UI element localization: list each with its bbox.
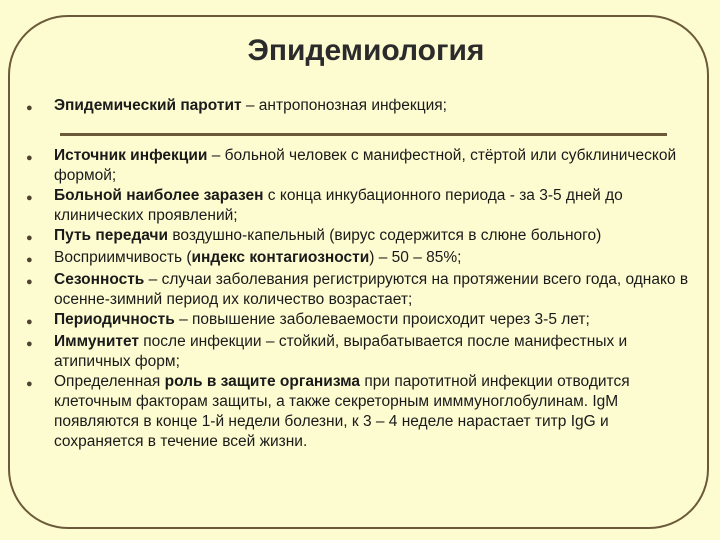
- list-item: [26, 146, 700, 186]
- list-item: [26, 186, 700, 226]
- item-plain-text: – случаи заболевания регистрируются на протяжении всего года, однако в осенне-зимний период их количество возрастает;: [54, 271, 689, 308]
- bullet-dot-icon: ●: [26, 192, 33, 204]
- item-bold-text: Периодичность: [54, 311, 175, 328]
- item-bold-text: Источник инфекции: [54, 147, 208, 164]
- bullet-dot-icon: ●: [26, 378, 33, 390]
- divider-line: [60, 133, 667, 136]
- intro-bold: Эпидемический паротит: [54, 97, 242, 114]
- item-plain-text: при паротитной инфекции отводится клеточным факторам защиты, а также секреторным имммуноглобулинам. IgM появляются в конце 1-й недели болезни, к 3 – 4 неделе нарастает титр IgG и сохраняется в течение всей жизни.: [54, 373, 630, 450]
- list-item: [26, 248, 700, 270]
- list-item-text: [54, 332, 700, 372]
- item-plain-text: – больной человек с манифестной, стёртой или субклинической формой;: [54, 147, 677, 184]
- list-item-text: [54, 186, 700, 226]
- bullet-dot-icon: ●: [26, 254, 33, 266]
- bullet-dot-icon: ●: [26, 102, 33, 114]
- bullet-dot-icon: ●: [26, 316, 33, 328]
- item-plain-text: Восприимчивость (: [54, 249, 192, 266]
- item-plain-text: с конца инкубационного периода - за 3-5 дней до клинических проявлений;: [54, 187, 623, 224]
- bullet-list: [26, 146, 700, 452]
- slide-title: Эпидемиология: [247, 34, 485, 67]
- item-plain-text: после инфекции – стойкий, вырабатывается после манифестных и атипичных форм;: [54, 333, 628, 370]
- list-item: [26, 270, 700, 310]
- bullet-dot-icon: ●: [26, 152, 33, 164]
- item-plain-text: Определенная: [54, 373, 165, 390]
- item-bold-text: индекс контагиозности: [191, 249, 370, 266]
- list-item-text: [54, 226, 700, 246]
- item-bold-text: роль в защите организма: [164, 373, 361, 390]
- list-item: [26, 310, 700, 332]
- bullet-dot-icon: ●: [26, 338, 33, 350]
- bullet-dot-icon: ●: [26, 276, 33, 288]
- list-item-text: [54, 372, 700, 452]
- item-bold-text: Иммунитет: [54, 333, 139, 350]
- list-item-text: [54, 248, 700, 268]
- bullet-dot-icon: ●: [26, 232, 33, 244]
- list-item: [26, 372, 700, 452]
- item-bold-text: Сезонность: [54, 271, 145, 288]
- list-item-text: [54, 310, 700, 330]
- item-plain-text: ) – 50 – 85%;: [369, 249, 462, 266]
- item-bold-text: Путь передачи: [54, 227, 169, 244]
- item-bold-text: Больной наиболее заразен: [54, 187, 264, 204]
- list-item: [26, 332, 700, 372]
- intro-rest: – антропонозная инфекция;: [241, 97, 447, 114]
- list-item: [26, 226, 700, 248]
- item-plain-text: воздушно-капельный (вирус содержится в слюне больного): [168, 227, 602, 244]
- list-item-text: [54, 270, 700, 310]
- intro-item: [26, 96, 700, 118]
- list-item-text: [54, 146, 700, 186]
- item-plain-text: – повышение заболеваемости происходит через 3-5 лет;: [174, 311, 590, 328]
- intro-text: [54, 96, 700, 116]
